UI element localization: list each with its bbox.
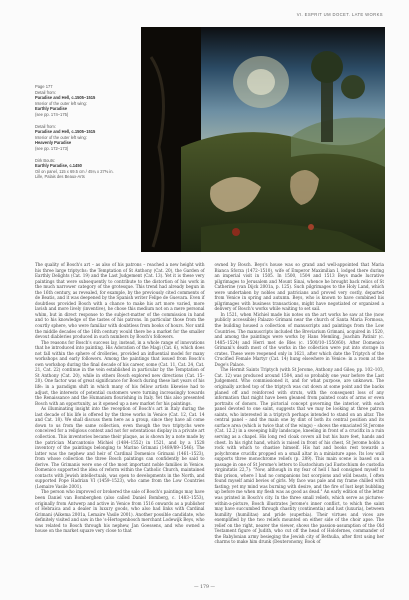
running-head: VI. ESPRIT UM DOCET. LATE WORKS — [296, 12, 383, 17]
body-text — [35, 262, 384, 572]
page-number: — 179 — — [194, 585, 215, 590]
text-column-left: The quality of Bosch's art – as also of his patrons – reached a new height with his three large triptychs: the Temptation of St Anthony (Cat. 20), the Garden of Earthly Delights (Cat. 19) and the Last Judgement (Cat. 13). Yet it is these very paintings that were subsequently to contribute to the distortion of his work in the much narrower category of the grotesque. This trend had already begun in the 16th century, as revealed, for example, by the previously cited comments of de Beatis, and it was deepened by the Spanish writer Felipe de Guevara. Even if doubtless provided Bosch with a chance to make his art more varied, more lavish and more lively (inventive), he chose this medium not on a mere personal whim, but in direct response to the subject-matter of the commission in hand and to his knowledge of the tastes of his patrons. In particular those from the courtly sphere, who were familiar with doubtless from books of hours. Nor until the middle decades of the 16th century would there be a market for the smaller devout diableries produced in such numbers by Bosch's followers. The reasons for Bosch's success lay, instead, in a whole range of innovations that he introduced into painting. His Adoration of the Magi (Cat. 6), which does not fall within the sphere of drolleries, provided an influential model for many workshops and early followers. Among the paintings that issued from Bosch's own workshop during the final decade of his career, some (Cat. 11, Cat. 24, Cat. 21, Cat. 22) continue in the vein established in particular by the Temptation of St Anthony (Cat. 20), while in others Bosch explored new directions (Cat. 15–20). One factor was of great significance for Bosch during these last years of his life: in a paradigm shift in which many of his fellow artists likewise had to adjust, the interests of potential customers were turning increasingly towards the Renaissance and the Humanism flourishing in Italy. Yet this also presented Bosch with an opportunity, as it opened up a new market for his paintings. As illuminating insight into the reception of Bosch's art in Italy during the last decade of his life is offered by the three works in Venice (Cat. 12, Cat. 14 and Cat. 18). We shall discuss them here as a group, since they have all come down to us from the same collection, even though the two triptychs were conceived for a religious context and not for ostentatious display in a private art collection. This inventories became their plaque, as is shown by a note made by the patrician Marcantonio Michiel (1484–1552) in 1521, and by a 1528 inventory of the paintings belonging to Marino Grimani (1489/89–1546). The latter was the nephew and heir of Cardinal Domenico Grimani (1461–1523), from whose collection the three Bosch paintings can confidently be said to derive. The Grimanis were one of the most important noble families in Venice. Domenico supported the idea of reform within the Catholic Church, maintained contacts with Jewish intellectuals, was open to developments in the North, and supported Pope Hadrian VI (1459–1523), who came from the Low Countries (Lemaire Vasile 2001). The person who improved or brokered the sale of Bosch's paintings may have been Daniel van Bomberghen (also called Daniel Bomberg, c. 1483–1553), originally from Antwerp and active in Venice from 1516 onwards as a publisher of Hebraica and a dealer in luxury goods, who also had links with Cardinal Grimani (Aikema 2001a, Lemaire Vasile 2001). Another possible candidate, who definitely visited and saw in the 's-Hertogenbosch merchant Lodewijk Beys, who was related to Bosch through his nephew, Jan Goessens, and who owned a house on the market square very close to that — [35, 262, 205, 534]
text-column-right: owned by Bosch. Beys's house was so grand and well-appointed that Maria Bianca Sforza (1472–1510), wife of Emperor Maximilian I, lodged there during an imperial visit in 1505. In 1500, 1504 and 1513 Beys made lucrative pilgrimages to Jerusalem and Mount Sinai, whence he brought back relics of St Catherine (van Dijck 2001a, p. 125). Such pilgrimages to the Holy Land, which were undertaken by nobles and patricians and proved very costly, departed from Venice in spring and autumn. Beys, who is known to have combined his pilgrimages with business transactions, might have negotiated or organized a delivery of Bosch's works while waiting to set sail. In 1521, when Michiel made his notes on the art works he saw at the (now publicly accessible) Palazzo Grimani near the church of Santa Maria Formosa, the building housed a collection of manuscripts and paintings from the Low Countries. The manuscripts included the Breviarium Grimani, acquired in 1520, and among the paintings were works by Hans Memling, Joachim Patinir (c. 1485–1524) and Herri met de Bles (c. 1500/10–1550/60). After Domenico Grimani's death most of the works in the collection were put into storage in crates. These were reopened only in 1621, after which date the Triptych of the Crucified Female Martyr (Cat. 14) hung elsewhere in Venice: in a room at the Doge's Palace. The Hermit Saints Triptych (with St Jerome, Anthony and Giles; pp. 102–103, Cat. 12) was produced around 1504, and so probably one year before the Last Judgement. Who commissioned it, and for what purpose, are unknown. The originally arched top of the triptych was cut down at some point and the backs planed off and reinforced with struts, with the consequent loss of any information that might have been gleaned from painted coats of arms or even portraits of donors. The pictorial concept governing the interior, with each panel devoted to one saint, suggests that we may be looking at three patron saints, who interested in a triptych perhaps intended to stand on an altar. The central panel – and the main one by dint of both its central position and its surface area (which is twice that of the wings) – shows the emaciated St Jerome (Cat. 12.2) in a sweeping hilly landscape, kneeling in front of a crucifix in a ruin serving as a chapel. His long red cloak covers all but his bare feet, hands and chest. In his right hand, which is raised in front of his chest, St Jerome holds a rock with which to chastise himself. His hat and books rest towards a polychrome crucifix propped on a small altar in a miniature apse. Its low wall supports three monochrome reliefs (p. 289). This main scene is based on a passage in one of St Jerome's letters to Eustochium (ad Eustochium de custodia virginitatis 22,7): "Now, although in my fear of hell I had consigned myself to this prison, where I had no companions but scorpions and wild beasts, I often found myself amid bevies of girls. My face was pale and my frame chilled with fasting; yet my mind was burning with desire, and the fire of lust kept bubbling up before me when my flesh was as good as dead." An early edition of the letter was printed in Bosch's city. In the three small reliefs, which serve as pictures-within-a-picture, Bosch illustrates Jerome's inner conflict, to which the saint may have succumbed through chastity (continentia) and lust (luxuria), between humility (humilitas) and pride (superbia). Their virtues and vices are exemplified by the two reliefs mounted on either side of the choir apse. The relief on the right, nearer the viewer, shows the passion-assumption of the Old Testament figure of Judith, who cut off the head of Holofernes, commander of the Babylonian army besieging the Jewish city of Bethulia, after first using her charms to make him drunk (Deuteronomy, Book of — [214, 262, 384, 545]
caption-3: Dirk Bouts: Earthly Paradise, c.1450 Oil on panel, 115 x 69.5 cm / 45¼ x 27⅜ in. Lille, Palais des Beaux-Arts — [35, 157, 114, 180]
figure-captions — [35, 84, 135, 186]
caption-2: Detail from: Paradise and Hell, c.1505–1515 Interior of the outer left wing: Heavenly Paradise (see pp. 172–173) — [35, 123, 96, 151]
painting-plate — [141, 27, 385, 252]
earthly-paradise-painting — [141, 27, 385, 252]
caption-1: Page 177 Detail from: Paradise and Hell, c.1505–1515 Interior of the outer left wing: Earthly Paradise (see pp. 174–175) — [35, 84, 96, 117]
